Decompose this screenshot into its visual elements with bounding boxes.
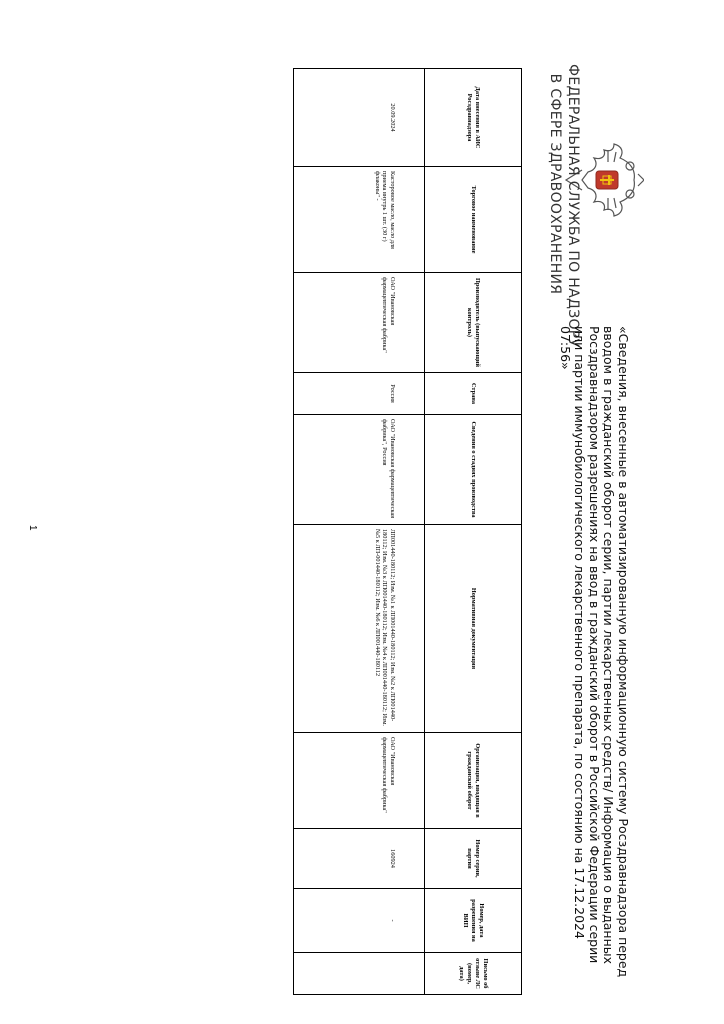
document-title: «Сведения, внесенные в автоматизированную информационную систему Росздравнадзора перед вводом в гражданский оборот серии, партии лекарственных средств/ Информация о выданных Росздравнадзором разрешениях на ввод в гражданский оборот в Российской Федерации серии или партии иммунобиологического лекарственного препарата, по состоянию на 17.12.2024 07:56» <box>558 326 631 978</box>
column-header: Сведения о стадиях производства <box>425 415 522 525</box>
table-cell-date: 20.09.2024 <box>294 69 425 167</box>
table-cell-country: Россия <box>294 373 425 415</box>
agency-name-line2: В СФЕРЕ ЗДРАВООХРАНЕНИЯ <box>547 73 563 295</box>
records-table <box>293 68 522 995</box>
table-cell-normative-docs: ЛП001440-180112; Изм. №1 к ЛП001440-180112; Изм. №2 к ЛП001440-180112; Изм. №3 к ЛП001440-180112; Изм. №4 к ЛП001440-180112; Изм. №5 к ЛП-001440-180112; Изм. №6 к ЛП001440-180112 <box>294 525 425 733</box>
agency-name-line1: ФЕДЕРАЛЬНАЯ СЛУЖБА ПО НАДЗОРУ <box>565 64 581 348</box>
table-cell-trade-name: Касторовое масло, масло для приема внутрь 1 шт. (30 г) флаконы" - <box>294 167 425 273</box>
column-header: Нормативная документация <box>425 525 522 733</box>
table-cell-batch-number: 160924 <box>294 829 425 889</box>
table-cell-permit: - <box>294 889 425 953</box>
page-number: 1 <box>27 525 38 531</box>
column-header: Страна <box>425 373 522 415</box>
column-header: Производитель (выпускающий контроль) <box>425 273 522 373</box>
column-header: Организация, вводящая в гражданский оборот <box>425 733 522 829</box>
table-cell-recall-letter <box>294 953 425 995</box>
table-header-row <box>425 69 522 995</box>
table-cell-production-stages: ОАО "Ивановская фармацевтическая фабрика", Россия <box>294 415 425 525</box>
table-row <box>294 69 425 995</box>
agency-name <box>546 64 582 348</box>
column-header: Письмо об отзыве ЛС (номер, дата) <box>425 953 522 995</box>
column-header: Номер серии, партии <box>425 829 522 889</box>
column-header: Дата внесения в АИС Росздравнадзора <box>425 69 522 167</box>
table-cell-manufacturer: ОАО "Ивановская фармацевтическая фабрика" <box>294 273 425 373</box>
column-header: Номер, дата разрешения на ВИП <box>425 889 522 953</box>
table-cell-organization: ОАО "Ивановская фармацевтическая фабрика" <box>294 733 425 829</box>
column-header: Торговое наименование <box>425 167 522 273</box>
